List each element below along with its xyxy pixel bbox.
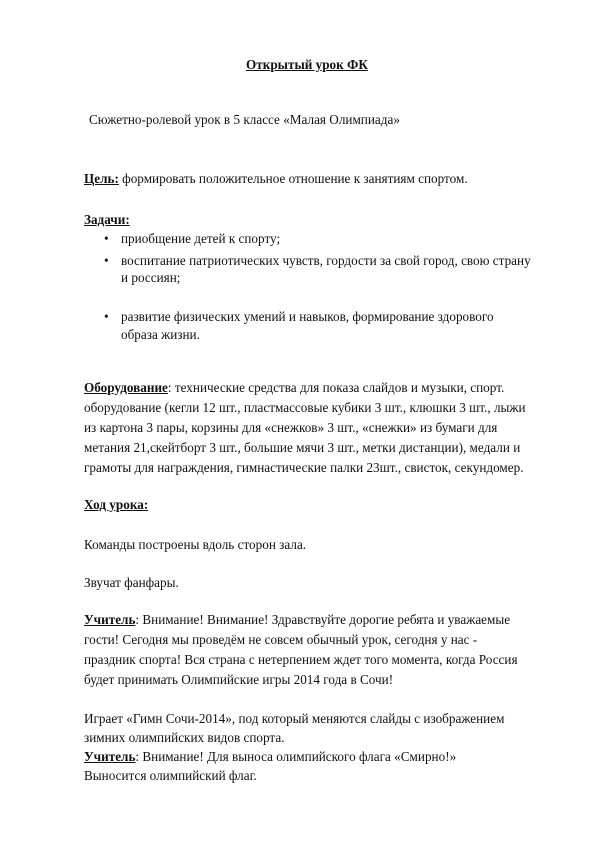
teacher-speech-text: : Внимание! Внимание! Здравствуйте дорогие ребята и уважаемые [135, 612, 511, 627]
teacher-label: Учитель [84, 612, 136, 627]
goal-paragraph [84, 171, 468, 186]
goal-label: Цель: [84, 171, 119, 186]
equipment-line: оборудование (кегли 12 шт., пластмассовые кубики 3 шт., клюшки 3 шт., лыжи [84, 400, 526, 415]
document-title: Открытый урок ФК [246, 57, 368, 72]
bullet-icon: • [104, 253, 109, 268]
teacher-speech-line: будет принимать Олимпийские игры 2014 года в Сочи! [84, 672, 394, 687]
teacher-speech-line: праздник спорта! Вся страна с нетерпением ждет того момента, когда Россия [84, 652, 518, 667]
lesson-paragraph: Команды построены вдоль сторон зала. [84, 537, 307, 552]
equipment-line: метания 21,скейтборт 3 шт., большие мячи 3 шт., метки дистанции), медали и [84, 440, 521, 455]
teacher-command [84, 749, 456, 764]
teacher-speech-line: гости! Сегодня мы проведём не совсем обычный урок, сегодня у нас - [84, 632, 478, 647]
flag-paragraph: Выносится олимпийский флаг. [84, 768, 257, 783]
list-item-continuation: образа жизни. [121, 327, 200, 342]
equipment-line: грамоты для награждения, гимнастические палки 23шт., свисток, секундомер. [84, 460, 524, 475]
document-subtitle: Сюжетно-ролевой урок в 5 классе «Малая Олимпиада» [89, 112, 400, 127]
teacher-command-text: : Внимание! Для выноса олимпийского флага «Смирно!» [135, 749, 457, 764]
equipment-text: : технические средства для показа слайдов и музыки, спорт. [167, 380, 505, 395]
equipment-line: из картона 3 пары, корзины для «снежков» 3 шт., «снежки» из бумаги для [84, 420, 498, 435]
list-item: развитие физических умений и навыков, формирование здорового [121, 309, 494, 324]
lesson-label: Ход урока: [84, 497, 149, 512]
list-item-continuation: и россиян; [121, 270, 181, 285]
lesson-paragraph: Звучат фанфары. [84, 575, 179, 590]
bullet-icon: • [104, 309, 109, 324]
goal-text: формировать положительное отношение к занятиям спортом. [118, 171, 468, 186]
tasks-label: Задачи: [84, 212, 130, 227]
anthem-line: зимних олимпийских видов спорта. [84, 730, 285, 745]
anthem-line: Играет «Гимн Сочи-2014», под который меняются слайды с изображением [84, 711, 505, 726]
list-item: приобщение детей к спорту; [121, 231, 281, 246]
equipment-label: Оборудование [84, 380, 168, 395]
bullet-icon: • [104, 231, 109, 246]
list-item: воспитание патриотических чувств, гордости за свой город, свою страну [121, 253, 531, 268]
teacher-label: Учитель [84, 749, 136, 764]
